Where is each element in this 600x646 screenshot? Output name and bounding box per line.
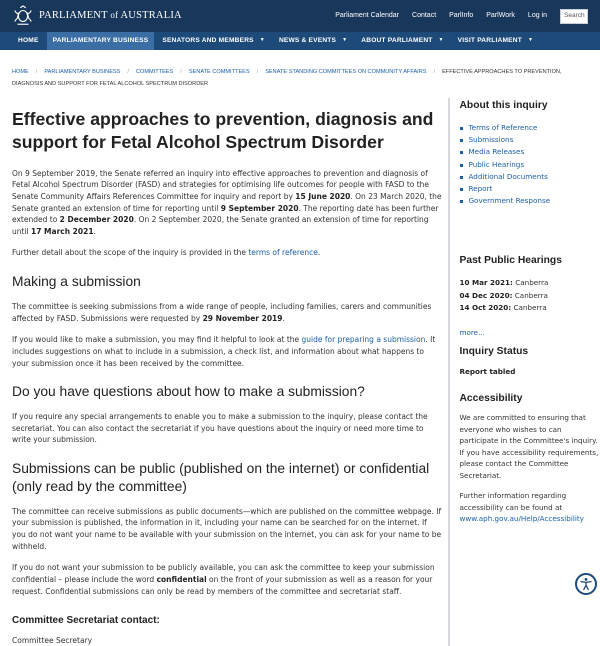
- breadcrumb-separator: /: [256, 69, 259, 75]
- nav-senators-and-members-label: SENATORS AND MEMBERS: [162, 36, 254, 44]
- intro-text: On 9 September 2019, the Senate referred an inquiry into effective approaches to prevention and diagnosis of Fetal Alcohol Spectrum Disorder (FASD) and strategies for optimising life outcomes for people with FASD to the Senate Community Affairs References Committee for inquiry and report by: [12, 168, 430, 201]
- secretariat-contact-heading: Committee Secretariat contact:: [12, 615, 160, 627]
- intro-text: .: [93, 226, 96, 236]
- submission-due-date: 29 November 2019: [202, 313, 283, 323]
- login-link[interactable]: Log in: [527, 11, 547, 19]
- accessibility-widget-button[interactable]: [575, 573, 597, 595]
- hearing-date: 14 Oct 2020:: [459, 303, 512, 313]
- submissions-link[interactable]: Submissions: [468, 135, 514, 145]
- past-hearings-heading: Past Public Hearings: [459, 255, 562, 267]
- confidential-text: on the front of your submission as well as a reason for your request. Confidential submissions can only be read by members of the committee and secretariat staff.: [12, 574, 433, 596]
- parlinfo-link[interactable]: ParlInfo: [449, 11, 474, 19]
- chevron-down-icon: ▼: [259, 37, 265, 44]
- confidential-text: If you do not want your submission to be publicly available, you can ask the committee to keep your submission confidential – please include the word: [12, 563, 435, 584]
- main-content: [12, 90, 442, 646]
- public-hearings-link[interactable]: Public Hearings: [468, 159, 525, 169]
- contact-link[interactable]: Contact: [412, 11, 437, 19]
- accessibility-heading: Accessibility: [459, 393, 523, 405]
- nav-senators-and-members[interactable]: [156, 32, 271, 50]
- breadcrumb-separator: /: [433, 69, 436, 75]
- making-submission-heading: Making a submission: [12, 274, 141, 290]
- terms-of-reference-link[interactable]: terms of reference: [248, 248, 318, 258]
- chevron-down-icon: ▼: [342, 37, 348, 44]
- coat-of-arms-icon: [12, 5, 34, 27]
- list-item: [459, 171, 600, 183]
- public-confidential-heading: Submissions can be public (published on the internet) or confidential (only read by the committee): [12, 460, 430, 494]
- making-text: The committee is seeking submissions from a wide range of people, including families, carers and communities affected by FASD. Submissions were requested by: [12, 302, 432, 323]
- list-item: [459, 146, 600, 158]
- media-releases-link[interactable]: Media Releases: [468, 147, 525, 157]
- accessibility-info-text: Further information regarding accessibility can be found at: [459, 491, 567, 512]
- hearing-place: Canberra: [515, 278, 549, 288]
- breadcrumb-community-affairs[interactable]: SENATE STANDING COMMITTEES ON COMMUNITY AFFAIRS: [265, 69, 427, 75]
- guide-text: . It includes suggestions on what to include in a submission, a check list, and information about what happens to your submission once it has been received by the committee.: [12, 335, 436, 368]
- intro-text: . The reporting date has been further extended to: [12, 203, 439, 225]
- public-paragraph: The committee can receive submissions as public documents—which are published on the committee webpage. If your submission is published, the information in it, including your name can be searched for on the internet. If you do not want your name to be available with your submission on the internet, you can ask for your name to be withheld.: [12, 506, 442, 551]
- breadcrumb-committees[interactable]: COMMITTEES: [135, 69, 174, 75]
- nav-parliamentary-business[interactable]: [47, 32, 155, 50]
- breadcrumb: [0, 50, 600, 90]
- making-submission-paragraph: [12, 301, 442, 324]
- further-detail-paragraph: [12, 247, 442, 259]
- submission-guide-link[interactable]: guide for preparing a submission: [301, 335, 426, 345]
- more-hearings-link[interactable]: more...: [459, 327, 485, 337]
- chevron-down-icon: ▼: [527, 37, 534, 44]
- nav-home[interactable]: [12, 32, 45, 50]
- utility-links: [335, 9, 588, 24]
- search-input[interactable]: Search: [560, 9, 588, 24]
- report-link[interactable]: Report: [468, 183, 493, 193]
- intro-date: 9 September 2020: [220, 203, 299, 213]
- chevron-down-icon: ▼: [438, 37, 444, 44]
- page-title: Effective approaches to prevention, diagnosis and support for Fetal Alcohol Spectrum Disorder: [12, 109, 434, 152]
- breadcrumb-separator: /: [180, 69, 182, 75]
- site-logo[interactable]: [12, 5, 182, 27]
- further-text: Further detail about the scope of the inquiry is provided in the: [12, 248, 249, 258]
- hearing-row: [459, 277, 600, 290]
- accessibility-info-paragraph: [459, 490, 600, 525]
- making-text: .: [282, 313, 285, 323]
- nav-parliamentary-business-label: PARLIAMENTARY BUSINESS: [52, 36, 149, 44]
- hearing-place: Canberra: [513, 303, 547, 313]
- accessibility-link[interactable]: www.aph.gov.au/Help/Accessibility: [459, 514, 584, 524]
- additional-documents-link[interactable]: Additional Documents: [468, 171, 548, 181]
- site-name: PARLIAMENT of AUSTRALIA: [39, 9, 182, 21]
- intro-date: 2 December 2020: [59, 215, 134, 225]
- nav-visit-parliament[interactable]: [452, 32, 539, 50]
- terms-of-reference-sidebar-link[interactable]: Terms of Reference: [468, 122, 538, 132]
- hearing-date: 10 Mar 2021:: [459, 278, 513, 288]
- further-text: .: [317, 248, 321, 258]
- breadcrumb-parliamentary-business[interactable]: PARLIAMENTARY BUSINESS: [44, 69, 121, 75]
- breadcrumb-separator: /: [127, 69, 129, 75]
- hearing-date: 04 Dec 2020:: [459, 290, 513, 300]
- list-item: [459, 134, 600, 146]
- hearing-row: [459, 302, 600, 315]
- confidential-paragraph: [12, 562, 442, 597]
- hearing-place: Canberra: [514, 290, 548, 300]
- inquiry-status-value: Report tabled: [459, 366, 516, 376]
- intro-text: . On 2 September 2020, the Senate granted an extension of time for reporting until: [12, 215, 429, 236]
- parlwork-link[interactable]: ParlWork: [486, 11, 515, 19]
- hearing-row: [459, 290, 600, 303]
- accessibility-icon: [579, 577, 593, 591]
- breadcrumb-separator: /: [35, 69, 38, 75]
- nav-about-parliament[interactable]: [355, 32, 449, 50]
- questions-heading: Do you have questions about how to make a submission?: [12, 384, 365, 400]
- questions-paragraph: If you require any special arrangements to enable you to make a submission to the inquiry, please contact the secretariat. You can also contact the secretariat if you have questions about the inquiry or need more time to write your submission.: [12, 412, 428, 445]
- intro-text: . On 23 March 2020, the Senate granted an extension of time for reporting until: [12, 191, 442, 213]
- intro-date: 17 March 2021: [31, 226, 94, 236]
- about-inquiry-heading: About this inquiry: [459, 100, 548, 111]
- nav-news-events-label: NEWS & EVENTS: [278, 36, 337, 44]
- about-inquiry-links: [459, 122, 600, 207]
- guide-paragraph: [12, 334, 442, 369]
- parliament-calendar-link[interactable]: Parliament Calendar: [335, 11, 400, 19]
- page-content: [0, 90, 600, 646]
- confidential-keyword: confidential: [156, 574, 207, 584]
- inquiry-status-heading: Inquiry Status: [459, 345, 529, 357]
- sidebar: [448, 98, 600, 646]
- list-item: [459, 183, 600, 195]
- intro-paragraph: [12, 168, 442, 238]
- list-item: [459, 195, 600, 207]
- main-nav: [0, 32, 600, 50]
- nav-about-parliament-label: ABOUT PARLIAMENT: [361, 36, 433, 44]
- nav-visit-parliament-label: VISIT PARLIAMENT: [457, 36, 522, 44]
- secretariat-contact-line: Committee Secretary: [12, 635, 93, 645]
- list-item: [459, 122, 600, 134]
- breadcrumb-current: EFFECTIVE APPROACHES TO PREVENTION, DIAGNOSIS AND SUPPORT FOR FETAL ALCOHOL SPECTRUM DISORDER: [12, 69, 562, 87]
- guide-text: If you would like to make a submission, you may find it helpful to look at the: [12, 335, 302, 345]
- intro-date: 15 June 2020: [295, 191, 351, 201]
- site-header: [0, 0, 600, 32]
- accessibility-paragraph: We are committed to ensuring that everyone who wishes to can participate in the Committee's inquiry. If you have accessibility requirements, please contact the Committee Secretariat.: [459, 413, 599, 480]
- government-response-link[interactable]: Government Response: [468, 196, 551, 206]
- nav-news-events[interactable]: [273, 32, 353, 50]
- list-item: [459, 159, 600, 171]
- nav-home-label: HOME: [18, 36, 39, 44]
- breadcrumb-senate-committees[interactable]: SENATE COMMITTEES: [188, 69, 250, 75]
- breadcrumb-home[interactable]: HOME: [12, 69, 29, 75]
